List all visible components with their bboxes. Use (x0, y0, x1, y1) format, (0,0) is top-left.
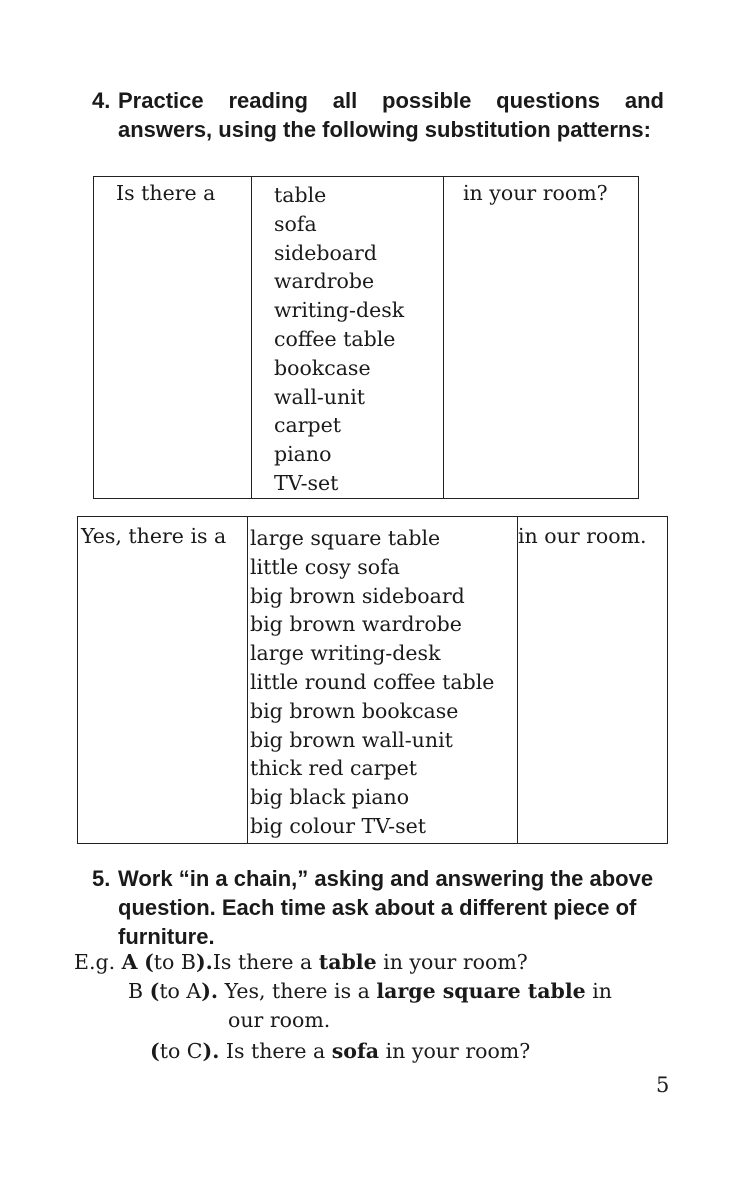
paren: ( (150, 1039, 160, 1063)
list-item: sideboard (274, 240, 377, 265)
answer-suffix-cell (518, 517, 668, 844)
example-text: in your room? (376, 950, 528, 974)
page-number: 5 (656, 1073, 670, 1097)
list-item: big brown bookcase (250, 698, 459, 723)
list-item: writing-desk (274, 298, 405, 323)
list-item: thick red carpet (250, 756, 417, 781)
question-suffix-cell (444, 177, 639, 499)
list-item: table (274, 183, 327, 207)
substitution-table-answers (77, 516, 668, 844)
list-item: bookcase (274, 355, 371, 380)
paren: ). (201, 979, 219, 1003)
exercise-text: Practice reading all possible questions and answers, using the following substitution patterns: (118, 88, 664, 142)
substitution-table-questions (93, 176, 639, 499)
question-prefix-cell (94, 177, 252, 499)
answer-prefix: Yes, there is a (81, 524, 227, 548)
example-line-2-continued: our room. (228, 1008, 331, 1032)
example-text: in your room? (379, 1039, 531, 1063)
example-text: in (585, 979, 613, 1003)
example-text: Yes, there is a (218, 979, 377, 1003)
answer-suffix: in our room. (518, 524, 647, 548)
list-item: little cosy sofa (250, 554, 400, 579)
list-item: big brown sideboard (250, 583, 465, 608)
list-item: big brown wardrobe (250, 612, 462, 637)
list-item: piano (274, 442, 332, 467)
addressee: to B (153, 950, 196, 974)
paren: ( (144, 950, 154, 974)
list-item: little round coffee table (250, 669, 495, 694)
furniture-description-cell (248, 517, 518, 844)
speaker: B (128, 979, 144, 1003)
question-prefix: Is there a (116, 181, 216, 205)
list-item: TV-set (274, 470, 339, 495)
question-suffix: in your room? (463, 181, 608, 205)
addressee: to C (159, 1039, 203, 1063)
exercise-number: 4. (92, 88, 111, 113)
example-line-1 (74, 950, 528, 974)
example-line-2 (128, 979, 612, 1003)
exercise-number: 5. (92, 866, 111, 891)
example-keyword: table (318, 950, 377, 974)
addressee: to A (159, 979, 202, 1003)
furniture-list-cell (252, 177, 444, 499)
list-item: big black piano (250, 785, 410, 810)
example-line-3 (150, 1039, 530, 1063)
exercise-text: Work “in a chain,” asking and answering the above question. Each time ask about a different piece of furniture. (118, 866, 654, 949)
list-item: carpet (274, 413, 341, 438)
speaker: A (121, 950, 138, 974)
paren: ). (202, 1039, 220, 1063)
exercise-4-instruction (92, 86, 664, 144)
example-keyword: sofa (331, 1039, 380, 1063)
list-item: big colour TV-set (250, 813, 426, 838)
answer-prefix-cell (78, 517, 248, 844)
exercise-5-instruction (92, 864, 664, 951)
list-item: big brown wall-unit (250, 727, 453, 752)
example-text: Is there a (212, 950, 319, 974)
list-item: sofa (274, 211, 317, 236)
paren: ). (195, 950, 213, 974)
example-keyword: large square table (376, 979, 586, 1003)
list-item: wardrobe (274, 269, 375, 294)
paren: ( (149, 979, 160, 1003)
list-item: coffee table (274, 326, 396, 351)
example-text: Is there a (219, 1039, 332, 1063)
example-label: E.g. (74, 950, 116, 974)
list-item: large writing-desk (250, 641, 441, 666)
list-item: large square table (250, 526, 441, 550)
list-item: wall-unit (274, 384, 366, 409)
